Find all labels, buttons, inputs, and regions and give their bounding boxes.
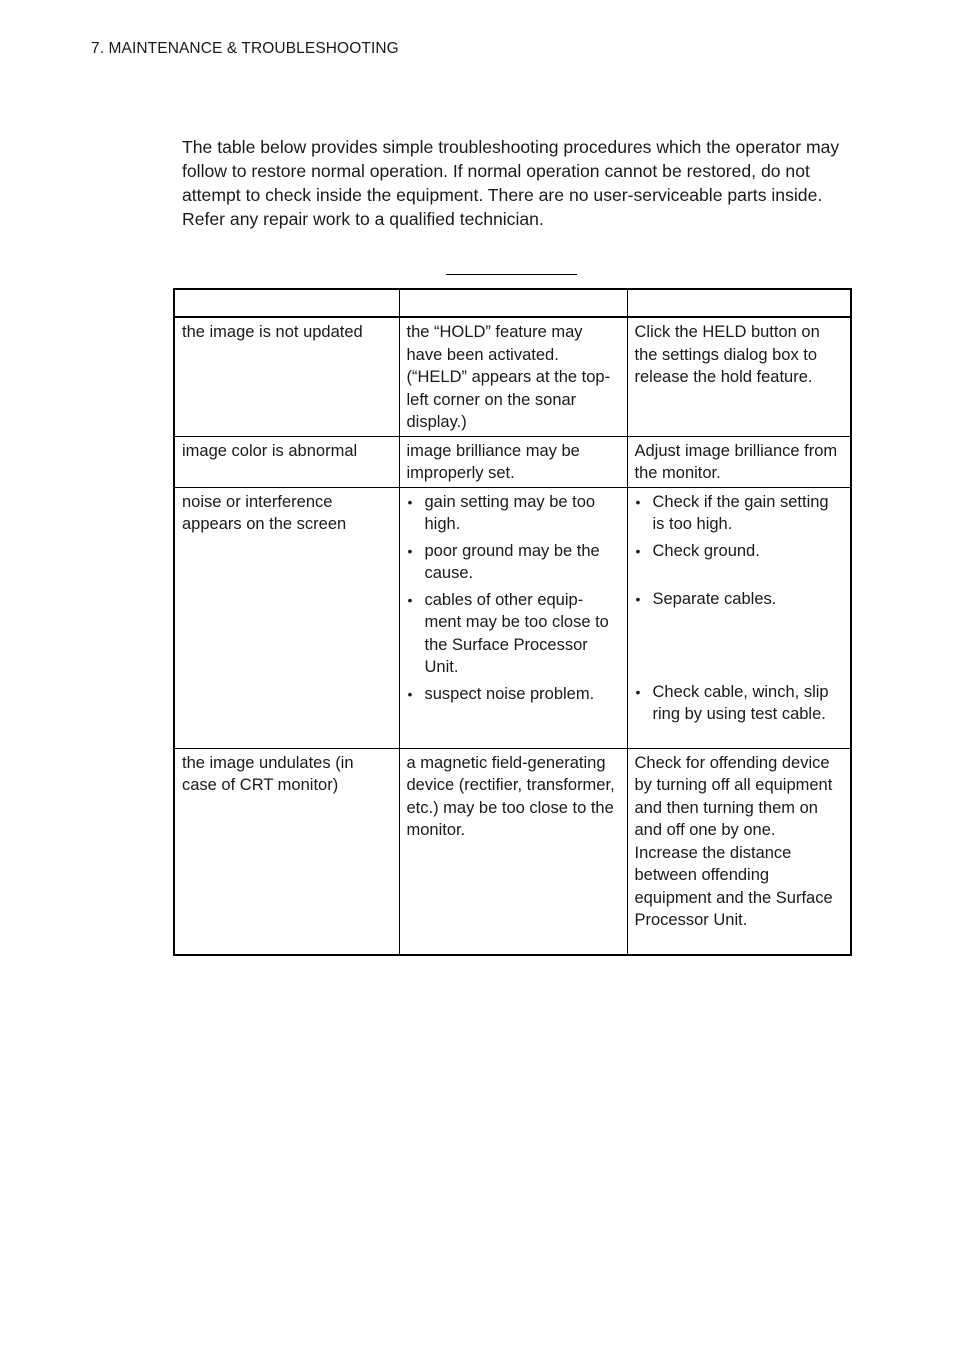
table-row bbox=[174, 748, 851, 955]
problem-cell: image color is abnormal bbox=[174, 436, 399, 487]
troubleshooting-table bbox=[173, 288, 852, 956]
table-row bbox=[174, 436, 851, 487]
header-problem bbox=[174, 289, 399, 317]
problem-cell: the image undulates (in case of CRT monitor) bbox=[174, 748, 399, 955]
list-item: • poor ground may be the cause. bbox=[407, 540, 620, 585]
remedy-cell bbox=[627, 487, 851, 748]
cause-cell: image brilliance may be improperly set. bbox=[399, 436, 627, 487]
table-title-rule bbox=[446, 274, 577, 275]
cause-cell bbox=[399, 487, 627, 748]
table-row bbox=[174, 487, 851, 748]
remedy-cell: Check for offending device by turning off all equipment and then turning them on and off one by one. Increase the distance between offending equipment and the Surface Processor Unit. bbox=[627, 748, 851, 955]
cause-cell: the “HOLD” feature may have been activated. (“HELD” appears at the top-left corner on the sonar display.) bbox=[399, 317, 627, 436]
section-header: 7. MAINTENANCE & TROUBLESHOOTING bbox=[91, 40, 399, 57]
cause-cell: a magnetic field-generating device (rectifier, transformer, etc.) may be too close to the monitor. bbox=[399, 748, 627, 955]
list-item: • suspect noise problem. bbox=[407, 683, 620, 706]
problem-cell: the image is not updated bbox=[174, 317, 399, 436]
list-item: • Check cable, winch, slip ring by using test cable. bbox=[635, 681, 844, 726]
list-item: • Check if the gain setting is too high. bbox=[635, 491, 844, 536]
table-row bbox=[174, 317, 851, 436]
intro-paragraph: The table below provides simple troubleshooting procedures which the operator may follow to restore normal operation. If normal operation cannot be restored, do not attempt to check inside the equipment. There are no user-serviceable parts inside. Refer any repair work to a qualified technician. bbox=[182, 137, 840, 229]
list-item: • gain setting may be too high. bbox=[407, 491, 620, 536]
header-remedy bbox=[627, 289, 851, 317]
list-item: • cables of other equip-ment may be too close to the Surface Processor Unit. bbox=[407, 589, 620, 679]
remedy-cell: Click the HELD button on the settings dialog box to release the hold feature. bbox=[627, 317, 851, 436]
remedy-cell: Adjust image brilliance from the monitor. bbox=[627, 436, 851, 487]
list-item: • Separate cables. bbox=[635, 588, 844, 611]
cause-list bbox=[407, 491, 620, 706]
remedy-list bbox=[635, 491, 844, 726]
problem-cell: noise or interference appears on the screen bbox=[174, 487, 399, 748]
table-header-row bbox=[174, 289, 851, 317]
header-cause bbox=[399, 289, 627, 317]
list-item: • Check ground. bbox=[635, 540, 844, 563]
